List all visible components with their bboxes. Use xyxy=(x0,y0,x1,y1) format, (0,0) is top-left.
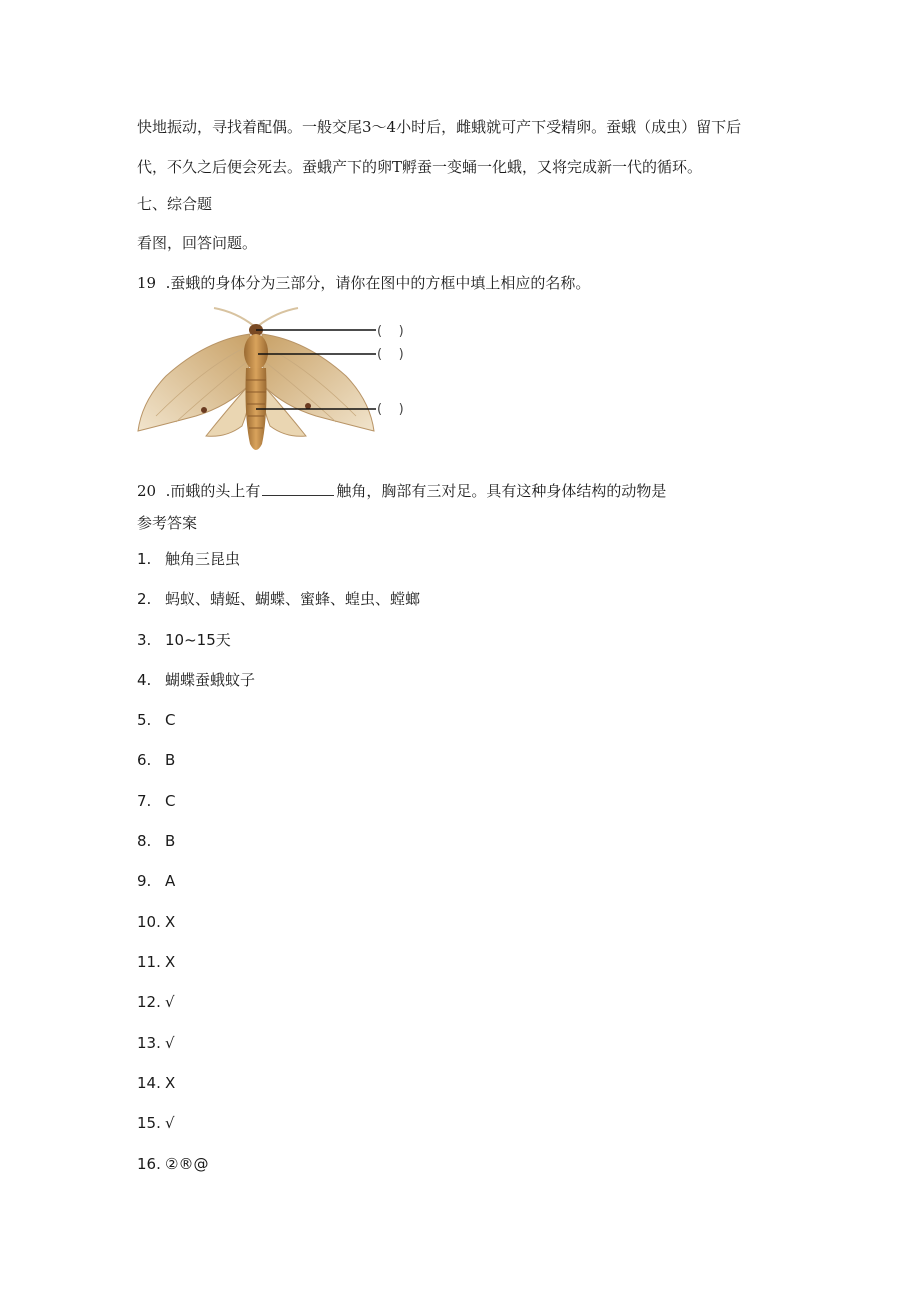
answers-title: 参考答案 xyxy=(137,514,198,532)
antenna-count-blank[interactable] xyxy=(262,481,334,496)
answer-item: 10. X xyxy=(137,913,176,931)
answer-item: 16. ②®@ xyxy=(137,1155,209,1173)
moth-thorax xyxy=(244,334,268,370)
answer-item: 6. B xyxy=(137,751,176,769)
label-box-abdomen[interactable]: ( ) xyxy=(377,402,404,417)
question-20 xyxy=(137,481,666,501)
answer-item: 7. C xyxy=(137,792,176,810)
right-wing-spot xyxy=(305,403,311,409)
answer-item: 5. C xyxy=(137,711,176,729)
section-title: 七、综合题 xyxy=(137,195,213,213)
question-20-after: 触角，胸部有三对足。具有这种身体结构的动物是 xyxy=(336,482,667,500)
paragraph-line-2: 代，不久之后便会死去。蚕蛾产下的卵T孵蚕一变蛹一化蛾，又将完成新一代的循环。 xyxy=(137,158,703,176)
answer-item: 8. B xyxy=(137,832,176,850)
question-19: 19 .蚕蛾的身体分为三部分，请你在图中的方框中填上相应的名称。 xyxy=(137,274,591,292)
answer-item: 9. A xyxy=(137,872,176,890)
question-20-before: 20 .而蛾的头上有 xyxy=(137,482,261,500)
left-antenna xyxy=(214,308,254,326)
instruction: 看图，回答问题。 xyxy=(137,234,258,252)
label-box-thorax[interactable]: ( ) xyxy=(377,347,404,362)
answer-item: 11. X xyxy=(137,953,176,971)
paragraph-line-1: 快地振动，寻找着配偶。一般交尾3〜4小时后，雌蛾就可产下受精卵。蚕蛾（成虫）留下后 xyxy=(137,118,742,136)
answer-item: 4. 蝴蝶蚕蛾蚊子 xyxy=(137,671,256,689)
right-antenna xyxy=(258,308,298,326)
answer-item: 13. √ xyxy=(137,1034,175,1052)
answer-item: 1. 触角三昆虫 xyxy=(137,550,241,568)
answer-item: 3. 10~15天 xyxy=(137,631,231,649)
moth-figure xyxy=(136,306,426,458)
moth-illustration xyxy=(136,306,426,458)
answer-item: 14. X xyxy=(137,1074,176,1092)
left-wing-spot xyxy=(201,407,207,413)
answer-item: 2. 蚂蚁、蜻蜓、蝴蝶、蜜蜂、蝗虫、螳螂 xyxy=(137,590,421,608)
answer-item: 15. √ xyxy=(137,1114,175,1132)
answer-item: 12. √ xyxy=(137,993,175,1011)
label-box-head[interactable]: ( ) xyxy=(377,324,404,339)
